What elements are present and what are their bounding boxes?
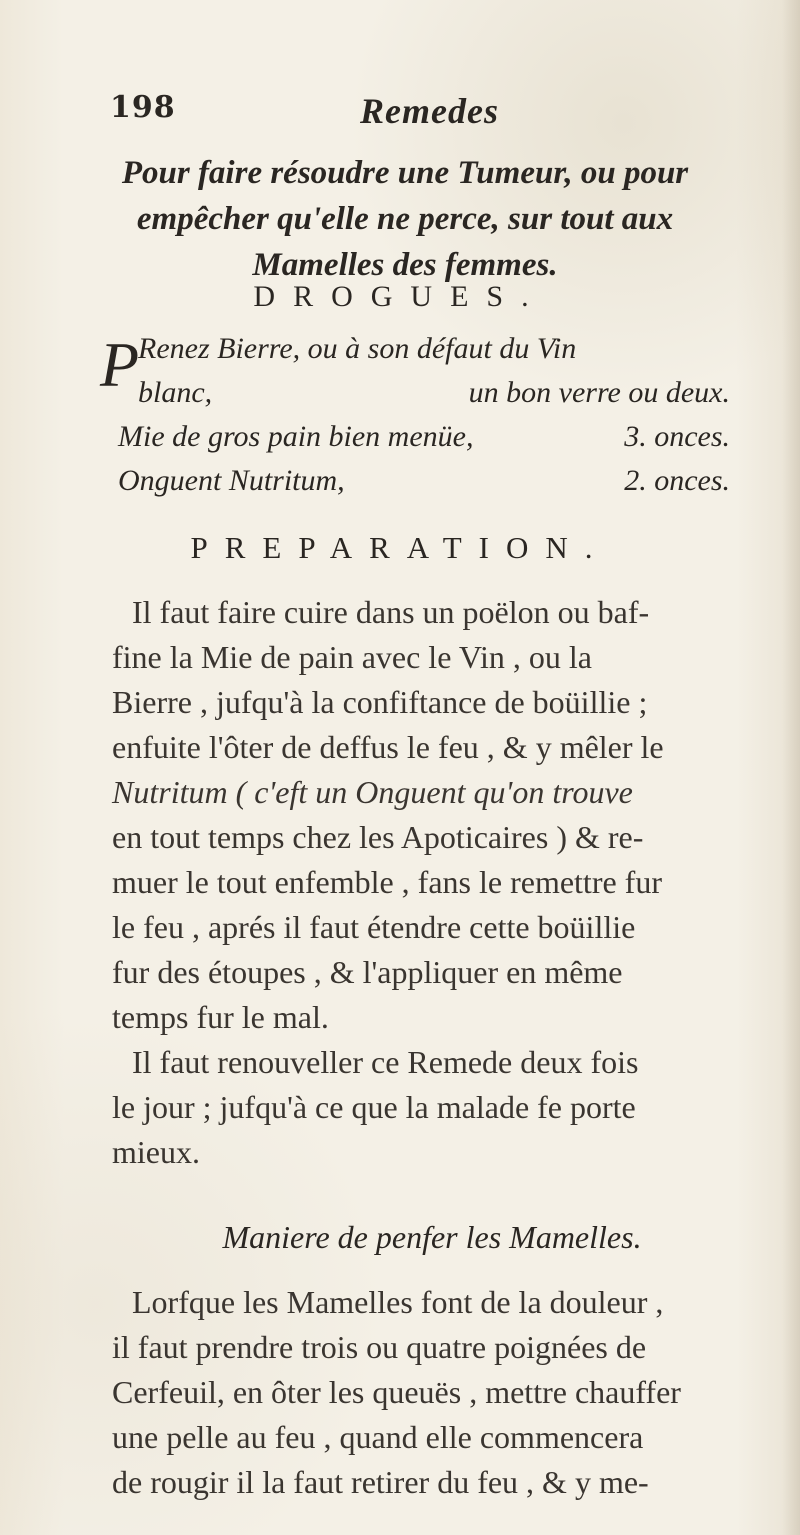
text-line: en tout temps chez les Apoticaires ) & re-	[112, 819, 644, 855]
text-line: le feu , aprés il faut étendre cette boüillie	[112, 909, 636, 945]
text-line: enfuite l'ôter de deffus le feu , & y mêler le	[112, 729, 664, 765]
text-line: Lorfque les Mamelles font de la douleur ,	[132, 1284, 664, 1320]
ingredient-item	[118, 420, 730, 464]
ingredient-item	[118, 464, 730, 508]
page-header	[110, 90, 710, 134]
running-title: Remedes	[360, 91, 499, 131]
text-line: Bierre , jufqu'à la confiftance de boüillie ;	[112, 684, 648, 720]
ingredient-name: Onguent Nutritum,	[118, 464, 345, 497]
text-line: Nutritum ( c'eft un Onguent qu'on trouve	[112, 774, 633, 810]
ingredient-quantity: 3. onces.	[624, 420, 730, 453]
text-line: mieux.	[112, 1134, 200, 1170]
text-line: une pelle au feu , quand elle commencera	[112, 1419, 644, 1455]
text-line: Il faut renouveller ce Remede deux fois	[132, 1044, 639, 1080]
ingredient-continuation: blanc,	[138, 376, 213, 409]
text-line: temps fur le mal.	[112, 999, 329, 1035]
page-number: 198	[110, 90, 176, 125]
body-text	[112, 590, 752, 1505]
ingredient-list	[100, 329, 730, 508]
ingredient-name: Renez Bierre, ou à son défaut du Vin	[138, 332, 577, 365]
text-line: le jour ; jufqu'à ce que la malade fe porte	[112, 1089, 636, 1125]
text-line: fine la Mie de pain avec le Vin , ou la	[112, 639, 592, 675]
text-line: Cerfeuil, en ôter les queuës , mettre chauffer	[112, 1374, 681, 1410]
section-title: Pour faire résoudre une Tumeur, ou pour empêcher qu'elle ne perce, sur tout aux Mamelles des femmes.	[121, 155, 689, 283]
preparation-heading: PREPARATION.	[190, 530, 610, 565]
text-line: de rougir il la faut retirer du feu , & y me-	[112, 1464, 649, 1500]
text-line: Il faut faire cuire dans un poëlon ou baf-	[132, 594, 650, 630]
ingredient-quantity: un bon verre ou deux.	[468, 376, 730, 409]
text-line: muer le tout enfemble , fans le remettre fur	[112, 864, 662, 900]
ingredient-item-continuation	[118, 376, 730, 420]
subsection-title: Maniere de penfer les Mamelles.	[222, 1219, 642, 1255]
ingredient-quantity: 2. onces.	[624, 464, 730, 497]
drogues-heading: DROGUES.	[253, 280, 547, 313]
text-line: fur des étoupes , & l'appliquer en même	[112, 954, 623, 990]
ingredient-name: Mie de gros pain bien menüe,	[118, 420, 474, 453]
drop-cap: P	[100, 329, 140, 400]
text-line: il faut prendre trois ou quatre poignées de	[112, 1329, 647, 1365]
